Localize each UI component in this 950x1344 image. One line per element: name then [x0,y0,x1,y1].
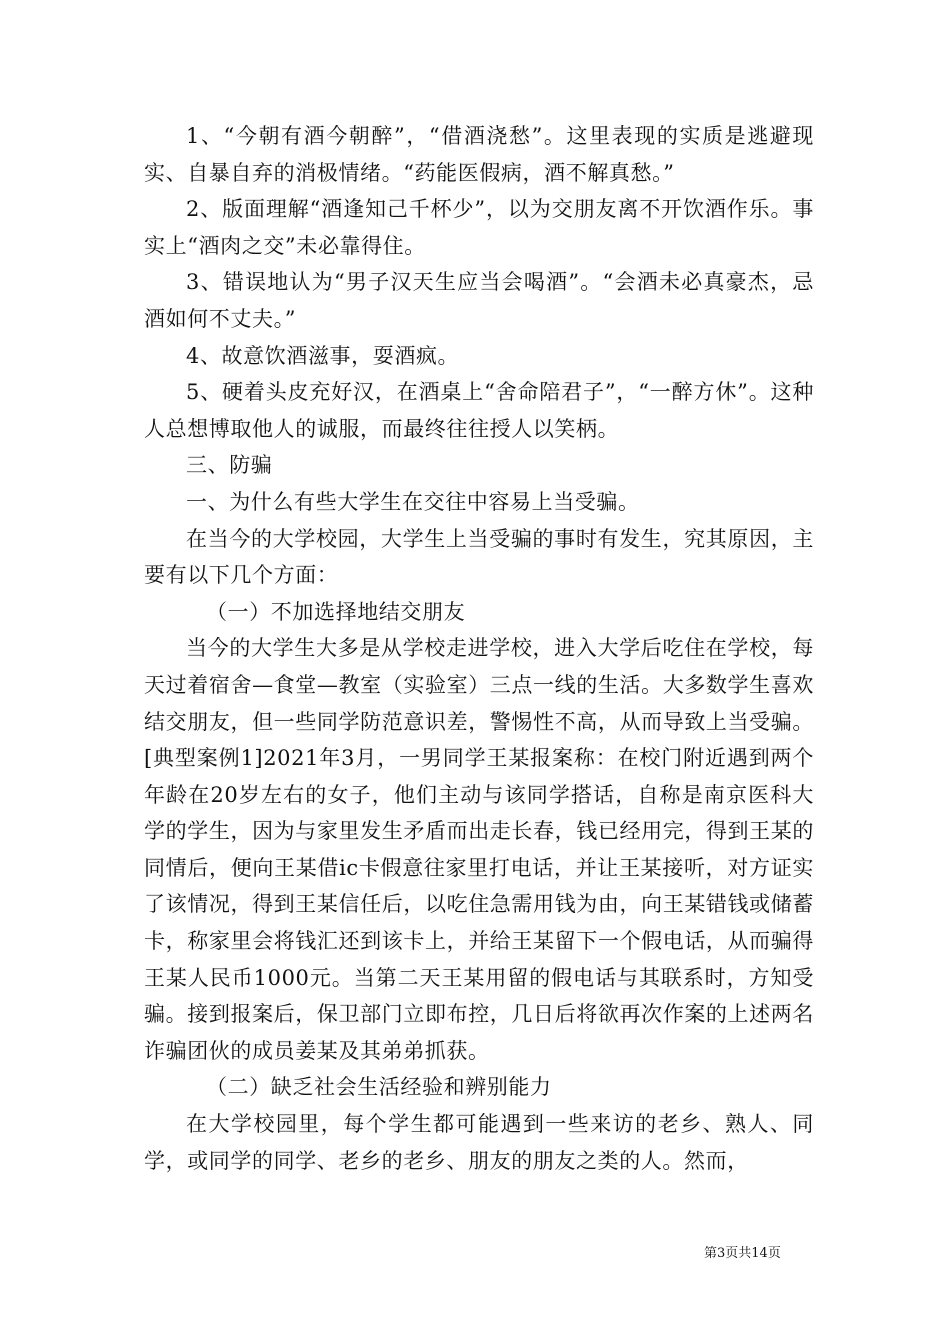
paragraph-2: 2、版面理解“酒逢知己千杯少”，以为交朋友离不开饮酒作乐。事实上“酒肉之交”未必靠得住。 [144,197,814,258]
paragraph-1: 1、“今朝有酒今朝醉”，“借酒浇愁”。这里表现的实质是逃避现实、自暴自弃的消极情绪。“药能医假病，酒不解真愁。” [144,124,814,185]
paragraph-3: 3、错误地认为“男子汉天生应当会喝酒”。“会酒未必真豪杰，忌酒如何不丈夫。” [144,270,814,331]
paragraph-case-1: 当今的大学生大多是从学校走进学校，进入大学后吃住在学校，每天过着宿舍—食堂—教室（实验室）三点一线的生活。大多数学生喜欢结交朋友，但一些同学防范意识差，警惕性不高，从而导致上当受骗。[典型案例1]2021年3月，一男同学王某报案称：在校门附近遇到两个年龄在20岁左右的女子，他们主动与该同学搭话，自称是南京医科大学的学生，因为与家里发生矛盾而出走长春，钱已经用完，得到王某的同情后，便向王某借ic卡假意往家里打电话，并让王某接听，对方证实了该情况，得到王某信任后，以吃住急需用钱为由，向王某错钱或储蓄卡，称家里会将钱汇还到该卡上，并给王某留下一个假电话，从而骗得王某人民币1000元。当第二天王某用留的假电话与其联系时，方知受骗。接到报案后，保卫部门立即布控，几日后将欲再次作案的上述两名诈骗团伙的成员姜某及其弟弟抓获。 [144,636,814,1063]
paragraph-4: 4、故意饮酒滋事，耍酒疯。 [186,343,460,368]
paragraph-last: 在大学校园里，每个学生都可能遇到一些来访的老乡、熟人、同学，或同学的同学、老乡的老乡、朋友的朋友之类的人。然而， [144,1112,814,1173]
subheading-2: （二）缺乏社会生活经验和辨别能力 [206,1075,552,1100]
page-number: 第3页共14页 [704,1246,781,1261]
section-heading-fangpian: 三、防骗 [186,453,273,478]
paragraph-intro: 在当今的大学校园，大学生上当受骗的事时有发生，究其原因，主要有以下几个方面： [144,526,814,588]
document-body [144,118,814,1179]
paragraph-5: 5、硬着头皮充好汉，在酒桌上“舍命陪君子”，“一醉方休”。这种人总想博取他人的诚服，而最终往往授人以笑柄。 [144,380,814,441]
subheading-1: （一）不加选择地结交朋友 [206,599,466,624]
subheading-why: 一、为什么有些大学生在交往中容易上当受骗。 [186,489,640,514]
